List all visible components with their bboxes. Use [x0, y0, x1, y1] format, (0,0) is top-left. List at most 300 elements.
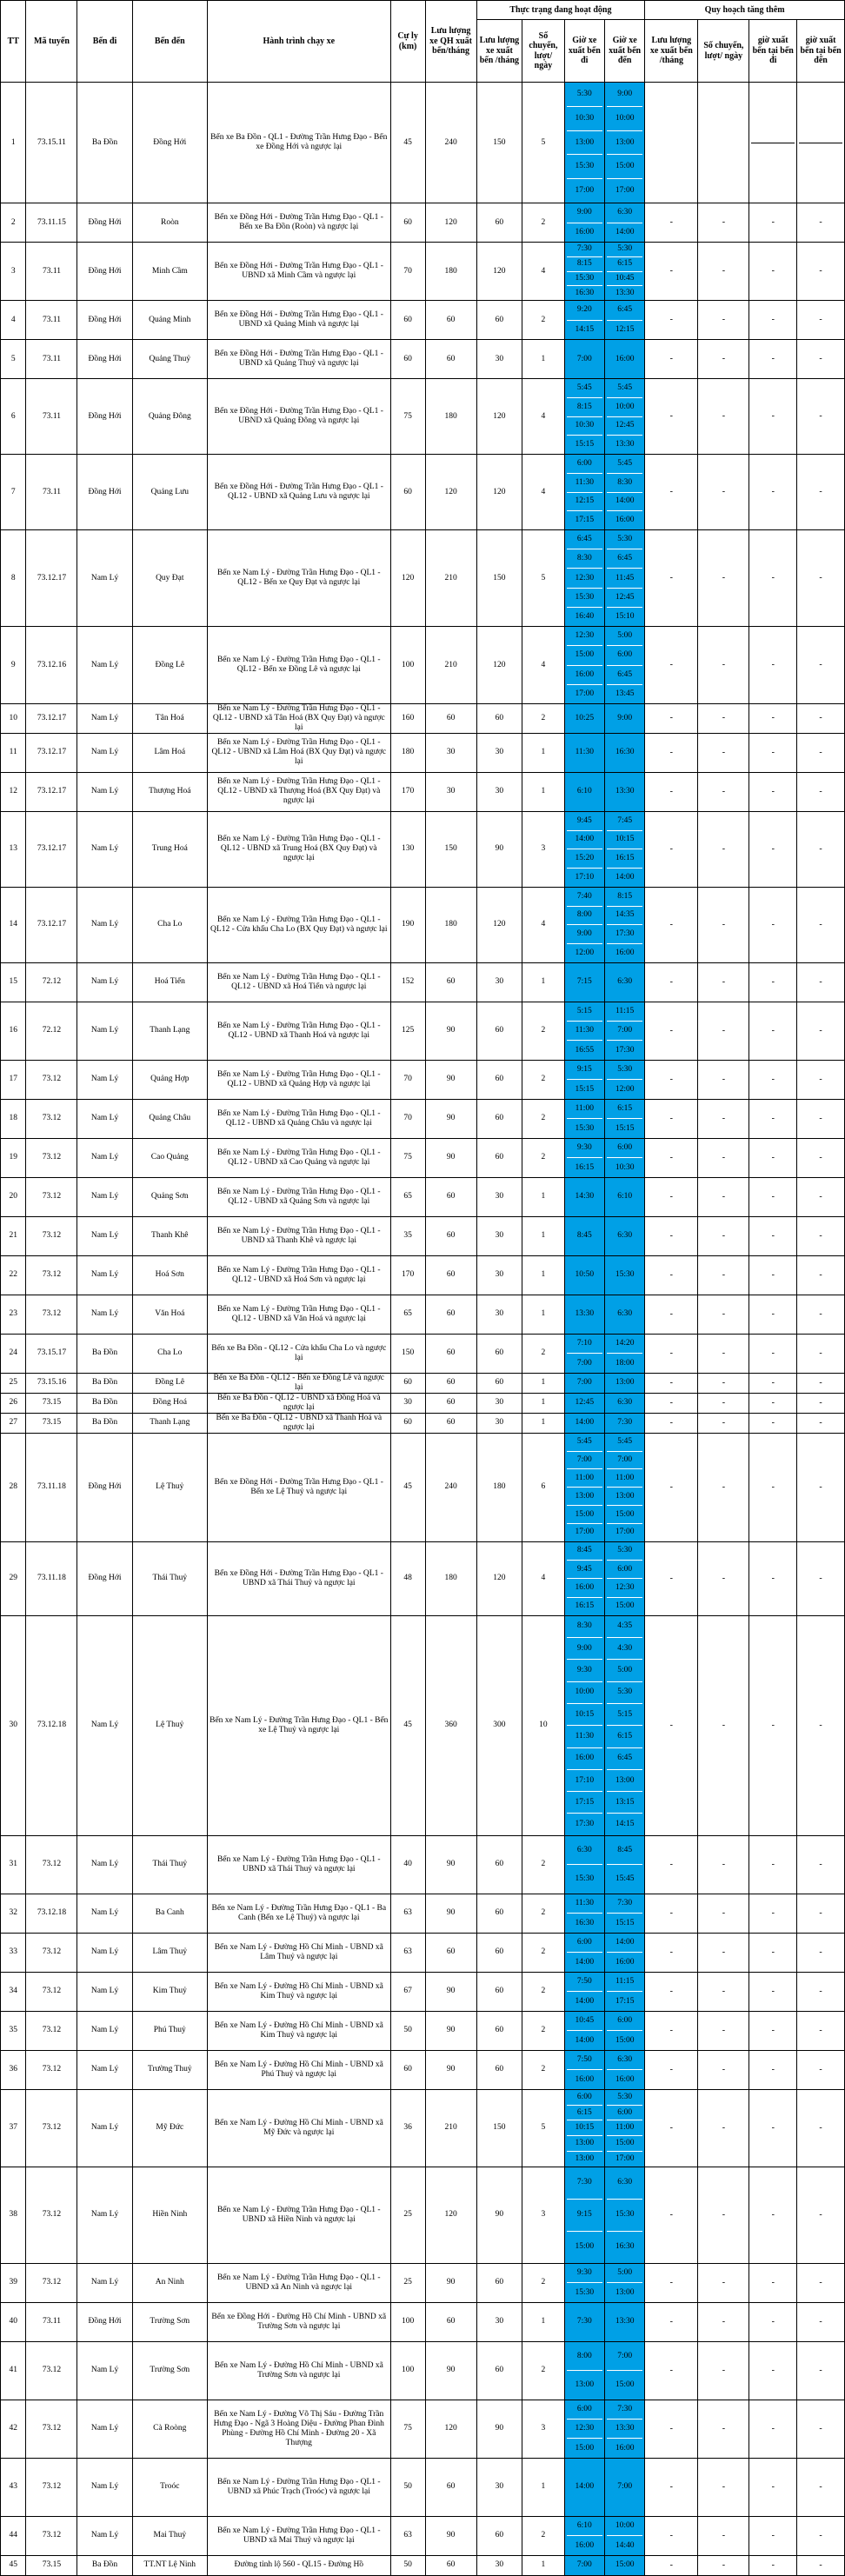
itinerary: Bến xe Nam Lý - Đường Trần Hưng Đạo - QL1 - UBND xã An Ninh và ngược lại	[207, 2263, 390, 2302]
arrive-time: 15:00	[615, 2560, 635, 2570]
route-code: 73.11	[26, 455, 77, 530]
depart-time: 10:45	[567, 2012, 602, 2032]
plan-volume: -	[645, 704, 698, 734]
depart-time: 7:50	[567, 2051, 602, 2071]
arrive-time: 6:30	[617, 1231, 633, 1241]
table-row	[1, 1216, 845, 1255]
current-volume: 180	[476, 1433, 522, 1541]
origin-station: Nam Lý	[77, 772, 132, 811]
current-trips: 10	[522, 1615, 564, 1835]
table-row	[1, 379, 845, 455]
distance: 25	[390, 2167, 425, 2263]
table-row	[1, 530, 845, 627]
arrive-time: 5:45	[607, 1434, 642, 1452]
planned-volume: 60	[425, 2555, 476, 2575]
origin-station: Nam Lý	[77, 1615, 132, 1835]
header-distance: Cự ly (km)	[390, 1, 425, 83]
arrive-time: 6:15	[607, 1726, 642, 1747]
planned-volume: 60	[425, 2458, 476, 2516]
arrive-time: 14:00	[615, 227, 635, 236]
depart-times	[564, 2050, 604, 2089]
origin-station: Nam Lý	[77, 733, 132, 772]
arrive-times	[604, 83, 644, 203]
arrive-times	[604, 1138, 644, 1177]
arrive-times	[604, 2516, 644, 2555]
origin-station: Đồng Hới	[77, 340, 132, 379]
depart-times	[564, 1099, 604, 1138]
plan-trips: -	[698, 1295, 749, 1334]
itinerary: Bến xe Nam Lý - Đường Trần Hưng Đạo - QL1 - UBND xã Thanh Khê và ngược lại	[207, 1216, 390, 1255]
origin-station: Ba Đồn	[77, 2555, 132, 2575]
depart-time: 9:00	[567, 925, 602, 944]
route-code: 72.12	[26, 962, 77, 1002]
plan-arrive: -	[797, 772, 845, 811]
destination-station: Cha Lo	[132, 1334, 207, 1373]
plan-depart: -	[749, 203, 797, 243]
arrive-time: 11:15	[607, 1973, 642, 1993]
arrive-times	[604, 887, 644, 962]
depart-time: 8:30	[567, 549, 602, 569]
arrive-time: 6:30	[617, 1309, 633, 1319]
planned-volume: 60	[425, 1933, 476, 1972]
plan-volume: -	[645, 811, 698, 887]
depart-time: 11:30	[567, 1726, 602, 1747]
planned-volume: 210	[425, 530, 476, 627]
table-row	[1, 1393, 845, 1413]
route-code: 73.12	[26, 2263, 77, 2302]
planned-volume: 60	[425, 301, 476, 340]
arrive-time: 6:15	[607, 257, 642, 272]
distance: 63	[390, 2516, 425, 2555]
depart-time: 10:30	[567, 417, 602, 436]
plan-trips: -	[698, 1334, 749, 1373]
plan-arrive: -	[797, 1894, 845, 1933]
route-code: 73.15	[26, 1393, 77, 1413]
route-code: 73.12	[26, 2089, 77, 2167]
current-trips: 2	[522, 301, 564, 340]
arrive-times	[604, 1433, 644, 1541]
arrive-time: 14:15	[615, 1820, 635, 1829]
plan-depart: -	[749, 811, 797, 887]
depart-time: 9:00	[567, 1638, 602, 1660]
origin-station: Nam Lý	[77, 2516, 132, 2555]
plan-volume: -	[645, 2167, 698, 2263]
depart-times	[564, 1334, 604, 1373]
itinerary: Bến xe Đồng Hới - Đường Trần Hưng Đạo - QL1 - Bến xe Lệ Thuỷ và ngược lại	[207, 1433, 390, 1541]
header-destination: Bến đến	[132, 1, 207, 83]
plan-arrive: -	[797, 627, 845, 704]
arrive-time: 6:30	[607, 203, 642, 223]
origin-station: Nam Lý	[77, 2089, 132, 2167]
depart-time: 12:30	[567, 569, 602, 588]
distance: 60	[390, 301, 425, 340]
plan-depart: -	[749, 1835, 797, 1894]
destination-station: Quảng Đông	[132, 379, 207, 455]
current-volume: 60	[476, 1894, 522, 1933]
plan-trips: -	[698, 2458, 749, 2516]
row-number: 23	[1, 1295, 26, 1334]
current-trips: 1	[522, 1295, 564, 1334]
arrive-times	[604, 1894, 644, 1933]
plan-depart: -	[749, 1933, 797, 1972]
destination-station: Đồng Hoá	[132, 1393, 207, 1413]
arrive-time: 10:00	[607, 2517, 642, 2537]
arrive-time: 18:00	[615, 1358, 635, 1368]
arrive-time: 6:30	[617, 1398, 633, 1408]
arrive-times	[604, 1216, 644, 1255]
plan-trips: -	[698, 2516, 749, 2555]
current-volume: 90	[476, 2400, 522, 2458]
current-volume: 30	[476, 2302, 522, 2341]
plan-depart: -	[749, 2011, 797, 2050]
route-code: 73.15.16	[26, 1373, 77, 1393]
row-number: 26	[1, 1393, 26, 1413]
itinerary: Bến xe Nam Lý - Đường Hồ Chí Minh - UBND xã Kim Thuỷ và ngược lại	[207, 2011, 390, 2050]
current-volume: 120	[476, 455, 522, 530]
arrive-times	[604, 243, 644, 301]
plan-arrive	[797, 83, 845, 203]
table-row	[1, 2050, 845, 2089]
planned-volume: 90	[425, 1060, 476, 1099]
planned-volume: 60	[425, 1216, 476, 1255]
arrive-time: 5:30	[607, 1682, 642, 1704]
depart-times	[564, 1393, 604, 1413]
plan-depart: -	[749, 2458, 797, 2516]
origin-station: Nam Lý	[77, 887, 132, 962]
plan-arrive: -	[797, 379, 845, 455]
origin-station: Nam Lý	[77, 627, 132, 704]
depart-time: 17:00	[575, 689, 595, 698]
depart-time: 16:00	[575, 227, 595, 236]
itinerary: Bến xe Nam Lý - Đường Hồ Chí Minh - UBND xã Lâm Thuỷ và ngược lại	[207, 1933, 390, 1972]
plan-arrive: -	[797, 2516, 845, 2555]
origin-station: Đồng Hới	[77, 243, 132, 301]
plan-trips: -	[698, 1099, 749, 1138]
arrive-times	[604, 1099, 644, 1138]
depart-time: 17:15	[567, 1792, 602, 1814]
depart-times	[564, 2302, 604, 2341]
plan-trips: -	[698, 1835, 749, 1894]
table-row	[1, 2263, 845, 2302]
arrive-time: 13:30	[615, 2317, 635, 2326]
origin-station: Nam Lý	[77, 2050, 132, 2089]
depart-time: 9:15	[567, 2200, 602, 2232]
table-row	[1, 243, 845, 301]
depart-times	[564, 2263, 604, 2302]
row-number: 38	[1, 2167, 26, 2263]
row-number: 21	[1, 1216, 26, 1255]
current-trips: 3	[522, 811, 564, 887]
plan-volume: -	[645, 2011, 698, 2050]
plan-depart: -	[749, 1216, 797, 1255]
plan-arrive: -	[797, 243, 845, 301]
plan-depart: -	[749, 530, 797, 627]
planned-volume: 210	[425, 2089, 476, 2167]
table-row	[1, 1933, 845, 1972]
plan-volume: -	[645, 340, 698, 379]
depart-time: 7:00	[576, 1358, 592, 1368]
plan-trips: -	[698, 1933, 749, 1972]
plan-depart: -	[749, 2516, 797, 2555]
route-code: 73.11.18	[26, 1433, 77, 1541]
arrive-time: 13:00	[607, 1770, 642, 1792]
route-code: 73.12	[26, 2167, 77, 2263]
distance: 50	[390, 2458, 425, 2516]
planned-volume: 60	[425, 1393, 476, 1413]
destination-station: Văn Hoá	[132, 1295, 207, 1334]
depart-time: 16:15	[575, 1601, 595, 1611]
depart-time: 8:15	[567, 257, 602, 272]
depart-times	[564, 83, 604, 203]
distance: 60	[390, 2050, 425, 2089]
current-volume: 30	[476, 1177, 522, 1216]
current-volume: 30	[476, 2555, 522, 2575]
current-volume: 120	[476, 379, 522, 455]
depart-times	[564, 301, 604, 340]
arrive-time: 15:00	[607, 1506, 642, 1524]
plan-volume: -	[645, 1615, 698, 1835]
arrive-time: 17:15	[615, 1996, 635, 2006]
row-number: 32	[1, 1894, 26, 1933]
arrive-time: 4:35	[607, 1616, 642, 1638]
itinerary: Bến xe Nam Lý - Đường Trần Hưng Đạo - QL1 - UBND xã Thái Thuỷ và ngược lại	[207, 1835, 390, 1894]
plan-trips: -	[698, 1413, 749, 1433]
table-row	[1, 2011, 845, 2050]
row-number: 14	[1, 887, 26, 962]
route-code: 73.12	[26, 2011, 77, 2050]
table-row	[1, 1138, 845, 1177]
arrive-time: 16:00	[615, 2443, 635, 2453]
depart-time: 9:30	[567, 1660, 602, 1681]
arrive-time: 7:30	[607, 2400, 642, 2420]
current-trips: 1	[522, 733, 564, 772]
arrive-times	[604, 1060, 644, 1099]
arrive-times	[604, 1541, 644, 1615]
depart-time: 6:00	[567, 2090, 602, 2106]
header-plan-volume: Lưu lượng xe xuất bến /tháng	[645, 20, 698, 83]
plan-trips: -	[698, 1894, 749, 1933]
current-trips: 1	[522, 1413, 564, 1433]
distance: 36	[390, 2089, 425, 2167]
depart-time: 15:00	[567, 1506, 602, 1524]
current-trips: 4	[522, 243, 564, 301]
current-volume: 60	[476, 704, 522, 734]
current-volume: 30	[476, 733, 522, 772]
current-trips: 4	[522, 379, 564, 455]
arrive-time: 14:40	[615, 2540, 635, 2550]
route-code: 73.12	[26, 1216, 77, 1255]
depart-time: 7:15	[576, 977, 592, 987]
depart-times	[564, 340, 604, 379]
arrive-time: 7:30	[607, 1894, 642, 1914]
table-row	[1, 1835, 845, 1894]
destination-station: Đồng Lê	[132, 627, 207, 704]
table-row	[1, 2341, 845, 2400]
row-number: 29	[1, 1541, 26, 1615]
arrive-time: 15:10	[615, 611, 635, 621]
origin-station: Ba Đồn	[77, 1334, 132, 1373]
distance: 60	[390, 340, 425, 379]
plan-volume: -	[645, 1413, 698, 1433]
depart-times	[564, 1060, 604, 1099]
itinerary: Bến xe Nam Lý - Đường Trần Hưng Đạo - QL1 - QL12 - UBND xã Cao Quảng và ngược lại	[207, 1138, 390, 1177]
table-row	[1, 627, 845, 704]
current-trips: 2	[522, 1972, 564, 2011]
planned-volume: 90	[425, 1099, 476, 1138]
origin-station: Ba Đồn	[77, 1413, 132, 1433]
route-code: 73.12	[26, 1138, 77, 1177]
arrive-times	[604, 1615, 644, 1835]
destination-station: Trường Sơn	[132, 2302, 207, 2341]
planned-volume: 120	[425, 2167, 476, 2263]
table-row	[1, 704, 845, 734]
arrive-time: 13:00	[615, 1378, 635, 1388]
plan-trips: -	[698, 2302, 749, 2341]
arrive-time: 13:30	[615, 787, 635, 796]
plan-arrive: -	[797, 2400, 845, 2458]
arrive-time: 7:30	[617, 1418, 633, 1428]
depart-time: 15:15	[575, 440, 595, 449]
depart-time: 7:10	[567, 1335, 602, 1355]
arrive-time: 11:45	[607, 569, 642, 588]
plan-arrive: -	[797, 530, 845, 627]
arrive-times	[604, 1177, 644, 1216]
table-row	[1, 2516, 845, 2555]
plan-volume: -	[645, 2341, 698, 2400]
depart-time: 11:30	[567, 1022, 602, 1041]
distance: 65	[390, 1177, 425, 1216]
planned-volume: 90	[425, 2341, 476, 2400]
planned-volume: 30	[425, 772, 476, 811]
route-code: 72.12	[26, 1002, 77, 1060]
planned-volume: 60	[425, 1334, 476, 1373]
current-volume: 120	[476, 243, 522, 301]
depart-times	[564, 530, 604, 627]
arrive-times	[604, 2089, 644, 2167]
table-row	[1, 2555, 845, 2575]
arrive-time: 12:30	[607, 1579, 642, 1597]
plan-trips: -	[698, 1177, 749, 1216]
header-current-status: Thực trạng đang hoạt động	[476, 1, 645, 20]
current-volume: 60	[476, 2011, 522, 2050]
arrive-time: 9:00	[607, 83, 642, 107]
plan-trips: -	[698, 1615, 749, 1835]
plan-depart: -	[749, 301, 797, 340]
arrive-time: 15:30	[607, 2200, 642, 2232]
origin-station: Nam Lý	[77, 1894, 132, 1933]
plan-trips: -	[698, 243, 749, 301]
row-number: 36	[1, 2050, 26, 2089]
plan-arrive: -	[797, 1177, 845, 1216]
plan-depart: -	[749, 1541, 797, 1615]
depart-time: 9:30	[567, 2264, 602, 2284]
table-row	[1, 1334, 845, 1373]
route-code: 73.15	[26, 2555, 77, 2575]
origin-station: Nam Lý	[77, 1138, 132, 1177]
plan-trips: -	[698, 962, 749, 1002]
current-volume: 30	[476, 1295, 522, 1334]
itinerary: Bến xe Nam Lý - Đường Trần Hưng Đạo - QL1 - QL12 - UBND xã Quảng Hợp và ngược lại	[207, 1060, 390, 1099]
depart-time: 15:00	[567, 646, 602, 665]
itinerary: Bến xe Đồng Hới - Đường Trần Hưng Đạo - QL1 - UBND xã Quảng Đông và ngược lại	[207, 379, 390, 455]
current-volume: 120	[476, 627, 522, 704]
arrive-times	[604, 2302, 644, 2341]
plan-depart: -	[749, 2555, 797, 2575]
distance: 75	[390, 2400, 425, 2458]
row-number: 45	[1, 2555, 26, 2575]
depart-time: 10:00	[567, 1682, 602, 1704]
current-trips: 3	[522, 2167, 564, 2263]
itinerary: Bến xe Đồng Hới - Đường Trần Hưng Đạo - QL1 - UBND xã Thái Thuỷ và ngược lại	[207, 1541, 390, 1615]
arrive-time: 16:15	[607, 849, 642, 869]
destination-station: TT.NT Lệ Ninh	[132, 2555, 207, 2575]
plan-arrive: -	[797, 2089, 845, 2167]
plan-arrive: -	[797, 2458, 845, 2516]
row-number: 24	[1, 1334, 26, 1373]
plan-trips: -	[698, 2263, 749, 2302]
plan-volume: -	[645, 243, 698, 301]
current-trips: 2	[522, 2011, 564, 2050]
plan-depart: -	[749, 2263, 797, 2302]
origin-station: Đồng Hới	[77, 379, 132, 455]
planned-volume: 90	[425, 1002, 476, 1060]
plan-arrive: -	[797, 1615, 845, 1835]
origin-station: Đồng Hới	[77, 1433, 132, 1541]
depart-time: 16:30	[575, 288, 595, 297]
route-code: 73.12.17	[26, 887, 77, 962]
plan-arrive: -	[797, 2011, 845, 2050]
origin-station: Nam Lý	[77, 704, 132, 734]
plan-trips: -	[698, 1541, 749, 1615]
depart-time: 14:00	[567, 831, 602, 850]
distance: 45	[390, 83, 425, 203]
depart-times	[564, 2089, 604, 2167]
origin-station: Nam Lý	[77, 1099, 132, 1138]
current-trips: 1	[522, 2458, 564, 2516]
depart-time: 11:00	[567, 1100, 602, 1120]
arrive-time: 17:00	[615, 186, 635, 196]
arrive-time: 7:45	[607, 812, 642, 831]
arrive-time: 16:00	[615, 354, 635, 363]
plan-volume: -	[645, 2050, 698, 2089]
plan-volume: -	[645, 1138, 698, 1177]
origin-station: Nam Lý	[77, 2167, 132, 2263]
depart-times	[564, 2341, 604, 2400]
destination-station: Mai Thuỷ	[132, 2516, 207, 2555]
planned-volume: 90	[425, 1972, 476, 2011]
plan-arrive: -	[797, 1255, 845, 1295]
plan-volume: -	[645, 1393, 698, 1413]
arrive-times	[604, 1002, 644, 1060]
table-row	[1, 1413, 845, 1433]
distance: 45	[390, 1615, 425, 1835]
depart-time: 12:30	[567, 2420, 602, 2439]
depart-time: 9:00	[567, 203, 602, 223]
distance: 35	[390, 1216, 425, 1255]
current-trips: 6	[522, 1433, 564, 1541]
depart-times	[564, 1835, 604, 1894]
origin-station: Nam Lý	[77, 1933, 132, 1972]
arrive-times	[604, 1835, 644, 1894]
distance: 100	[390, 2302, 425, 2341]
depart-time: 16:00	[575, 2540, 595, 2550]
row-number: 6	[1, 379, 26, 455]
arrive-time: 15:00	[615, 2035, 635, 2045]
depart-time: 10:50	[575, 1270, 595, 1280]
arrive-times	[604, 1393, 644, 1413]
route-code: 73.11	[26, 340, 77, 379]
depart-time: 15:30	[575, 1874, 595, 1884]
